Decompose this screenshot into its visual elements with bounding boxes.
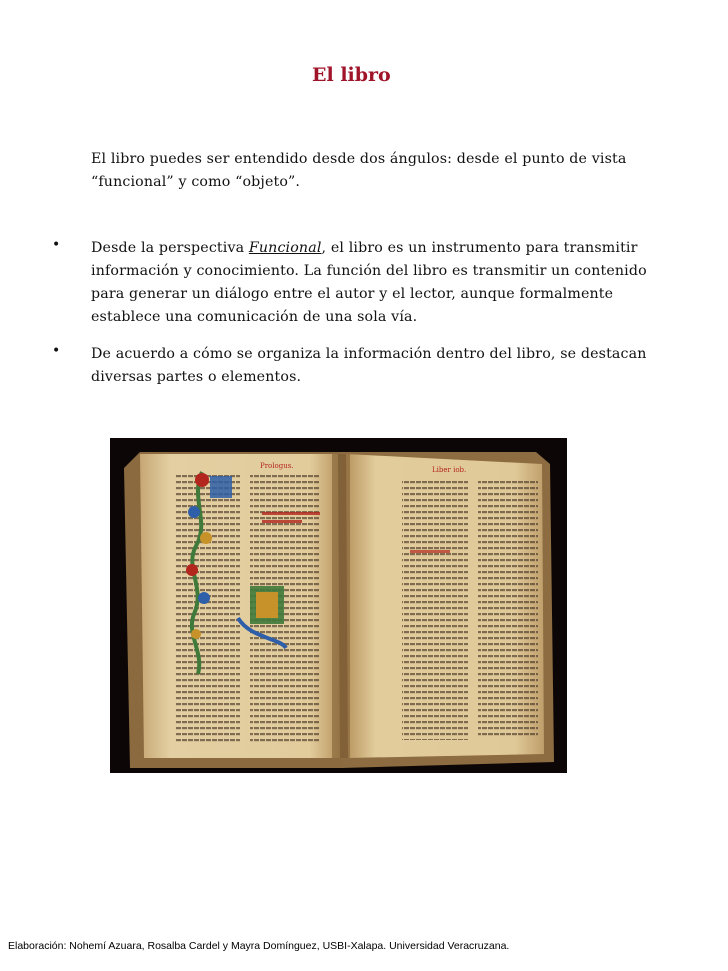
gutenberg-bible-illustration (110, 438, 567, 773)
open-book-photo (110, 438, 567, 773)
bullet-marker: • (52, 237, 61, 253)
footer-credit: Elaboración: Nohemí Azuara, Rosalba Cardel y Mayra Domínguez, USBI-Xalapa. Universidad Veracruzana. (8, 940, 510, 952)
bullet-organization: De acuerdo a cómo se organiza la información dentro del libro, se destacan diversas partes o elementos. (91, 346, 647, 385)
right-text-column (478, 480, 538, 738)
bullet-marker: • (52, 343, 61, 359)
intro-paragraph: El libro puedes ser entendido desde dos ángulos: desde el punto de vista “funcional” y como “objeto”. (91, 151, 627, 190)
left-text-column (176, 474, 240, 744)
bullet-functional-suffix: , el libro es un instrumento para transmitir información y conocimiento. La función del libro es transmitir un contenido para generar un diálogo entre el autor y el lector, aunque formalmente establece una comunicación de una sola vía. (91, 240, 647, 325)
bullet-functional-prefix: Desde la perspectiva (91, 240, 249, 256)
bullet-functional (91, 237, 681, 329)
page-title: El libro (312, 64, 391, 86)
left-running-head: Prologus. (260, 462, 294, 470)
functional-emphasis: Funcional (248, 240, 322, 256)
right-running-head: Liber iob. (432, 466, 467, 474)
right-text-column (402, 478, 468, 740)
